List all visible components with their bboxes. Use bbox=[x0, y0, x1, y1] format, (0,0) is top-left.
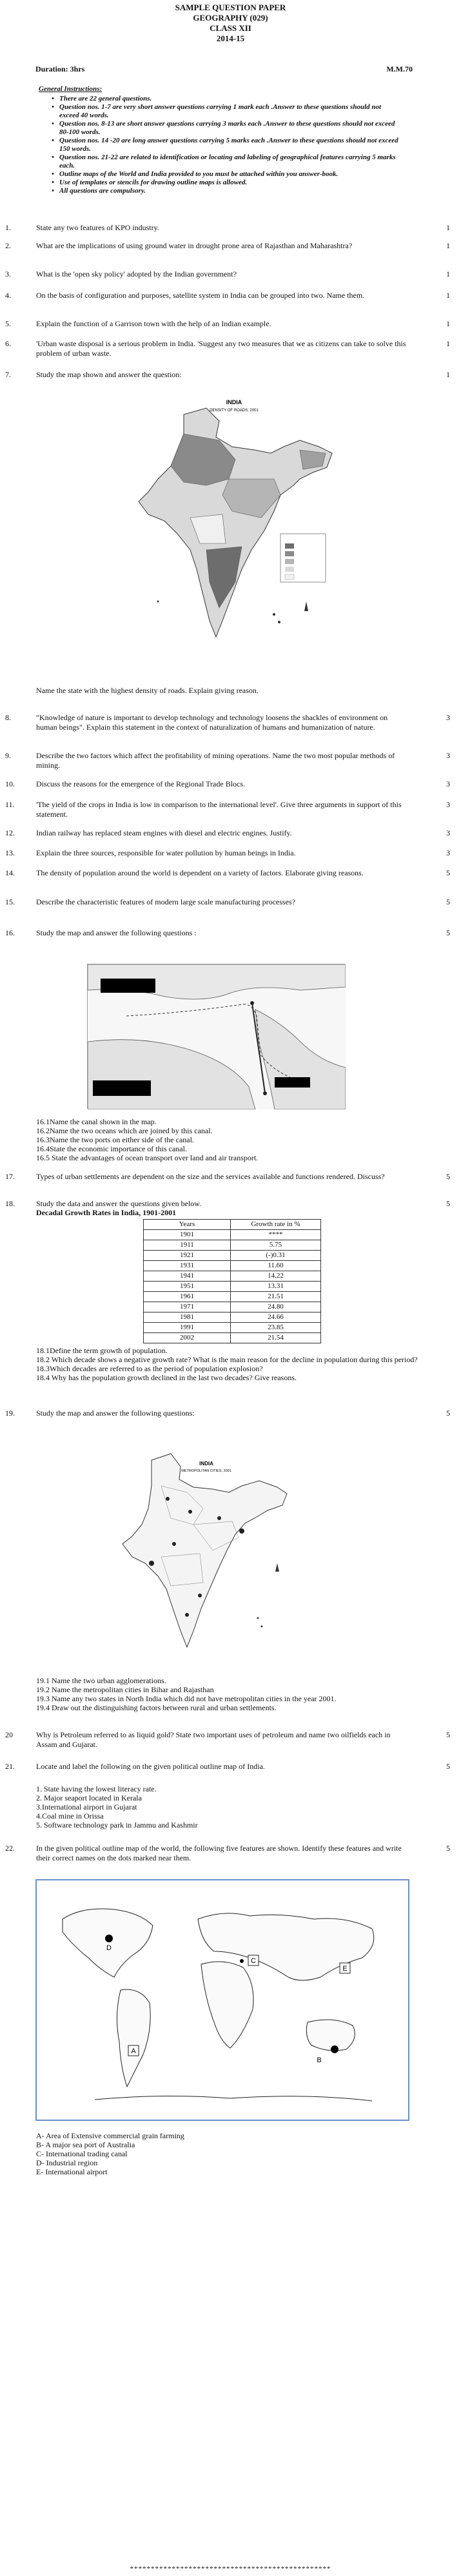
instruction-item: • Question nos. 14 -20 are long answer questions carrying 5 marks each .Answer to these questions should not exceed 150 words. bbox=[52, 137, 400, 153]
paper-header bbox=[0, 0, 461, 44]
question-text: Indian railway has replaced steam engines with diesel and electric engines. Justify. bbox=[36, 828, 292, 837]
question-number: 11. bbox=[5, 800, 15, 809]
question-number: 6. bbox=[5, 339, 11, 348]
instruction-item: • Outline maps of the World and India provided to you must be attached within you answer-book. bbox=[52, 170, 400, 179]
island-dot bbox=[257, 1617, 259, 1619]
suez-canal-map bbox=[87, 964, 345, 1109]
question-text: Study the map and answer the following questions: bbox=[36, 1409, 195, 1418]
table-cell: 1951 bbox=[144, 1282, 231, 1292]
table-cell: 1981 bbox=[144, 1312, 231, 1323]
question-number: 5. bbox=[5, 319, 11, 328]
list-item: C- International trading canal bbox=[36, 2149, 128, 2158]
duration: Duration: 3hrs bbox=[35, 64, 85, 73]
table-header-row bbox=[144, 1220, 321, 1230]
question-number: 18. bbox=[5, 1199, 15, 1208]
port-dot bbox=[250, 1001, 254, 1005]
instructions-title: General Instructions: bbox=[39, 85, 103, 93]
table-row bbox=[144, 1302, 321, 1312]
question-text: Types of urban settlements are dependent on the size and the services available and functions rendered. Discuss? bbox=[36, 1172, 385, 1181]
map7-title: INDIA bbox=[226, 399, 242, 405]
table-row bbox=[144, 1282, 321, 1292]
marker-dot bbox=[331, 2045, 338, 2053]
india-metropolitan-map bbox=[90, 1447, 303, 1660]
legend-swatch bbox=[285, 559, 294, 564]
subquestion: 18.4 Why has the population growth declined in the last two decades? Give reasons. bbox=[36, 1373, 297, 1382]
city-dot bbox=[172, 1542, 176, 1546]
question-text: Locate and label the following on the given political outline map of India. bbox=[36, 1762, 265, 1771]
list-item: 2. Major seaport located in Kerala bbox=[36, 1793, 142, 1802]
question-marks: 1 bbox=[446, 241, 450, 250]
question-2 bbox=[5, 241, 450, 251]
table-cell: (-)0.31 bbox=[231, 1251, 321, 1261]
q19-subquestions bbox=[36, 1676, 423, 1712]
table-row bbox=[144, 1333, 321, 1343]
question-number: 7. bbox=[5, 370, 11, 379]
general-instructions bbox=[39, 85, 400, 195]
subquestion: 16.1Name the canal shown in the map. bbox=[36, 1117, 157, 1126]
subquestion: 19.2 Name the metropolitan cities in Bihar and Rajasthan bbox=[36, 1685, 214, 1694]
table-cell: 1931 bbox=[144, 1261, 231, 1271]
table-cell: 23.85 bbox=[231, 1323, 321, 1333]
instruction-item: • All questions are compulsory. bbox=[52, 187, 400, 195]
question-marks: 1 bbox=[446, 319, 450, 328]
table-cell: 1921 bbox=[144, 1251, 231, 1261]
question-marks: 3 bbox=[446, 828, 450, 837]
question-marks: 3 bbox=[446, 713, 450, 722]
table-title: Decadal Growth Rates in India, 1901-2001 bbox=[36, 1208, 177, 1217]
city-dot bbox=[198, 1594, 202, 1597]
city-dot bbox=[188, 1510, 192, 1514]
subquestion: 18.1Define the term growth of population. bbox=[36, 1346, 168, 1355]
question-marks: 3 bbox=[446, 848, 450, 857]
table-row bbox=[144, 1240, 321, 1251]
question-number: 1. bbox=[5, 223, 11, 232]
table-row bbox=[144, 1261, 321, 1271]
redacted-label bbox=[275, 1077, 310, 1088]
north-arrow-icon bbox=[275, 1563, 279, 1572]
question-number: 2. bbox=[5, 241, 11, 250]
instruction-item: • Question nos. 21-22 are related to identification or locating and labeling of geographical features carrying 5 marks each. bbox=[52, 153, 400, 170]
question-21 bbox=[5, 1762, 450, 1771]
question-22 bbox=[5, 1844, 450, 1863]
list-item: B- A major sea port of Australia bbox=[36, 2140, 135, 2149]
paper-year: 2014-15 bbox=[216, 34, 245, 43]
city-dot bbox=[217, 1516, 221, 1520]
table-cell: 13.31 bbox=[231, 1282, 321, 1292]
legend-swatch bbox=[285, 543, 294, 549]
table-cell: 24.80 bbox=[231, 1302, 321, 1312]
island-dot bbox=[157, 601, 159, 603]
legend-swatch bbox=[285, 551, 294, 556]
india-road-density-map bbox=[87, 389, 384, 653]
map-label-b: B bbox=[317, 2056, 322, 2064]
question-text: 'Urban waste disposal is a serious problem in India. 'Suggest any two measures that we as citizens can take to solve this problem of urban waste. bbox=[36, 339, 406, 358]
question-text: What are the implications of using ground water in drought prone area of Rajasthan and Maharashtra? bbox=[36, 241, 353, 250]
world-outline-map bbox=[35, 1879, 409, 2121]
island-dot bbox=[273, 613, 275, 616]
question-marks: 1 bbox=[446, 291, 450, 300]
question-text: On the basis of configuration and purposes, satellite system in India can be grouped into two. Name them. bbox=[36, 291, 365, 300]
instruction-item: • Question nos. 8-13 are short answer questions carrying 3 marks each .Answer to these questions should not exceed 80-100 words. bbox=[52, 120, 400, 137]
footer-divider: ************************************************ bbox=[130, 2565, 331, 2573]
question-13 bbox=[5, 848, 450, 858]
subquestion: 16.4State the economic importance of this canal. bbox=[36, 1144, 187, 1153]
question-text: Study the map shown and answer the question: bbox=[36, 370, 182, 379]
subquestion: 19.3 Name any two states in North India which did not have metropolitan cities in the year 2001. bbox=[36, 1694, 337, 1703]
map19-title: INDIA bbox=[199, 1461, 213, 1467]
india-outline bbox=[123, 1454, 287, 1647]
subquestion: 16.3Name the two ports on either side of the canal. bbox=[36, 1135, 194, 1144]
question-number: 22. bbox=[5, 1844, 15, 1853]
india-outline bbox=[139, 408, 332, 637]
question-16 bbox=[5, 928, 450, 938]
table-row bbox=[144, 1251, 321, 1261]
question-14 bbox=[5, 868, 450, 878]
list-item: A- Area of Extensive commercial grain farming bbox=[36, 2131, 184, 2140]
question-8 bbox=[5, 713, 450, 732]
list-item: 4.Coal mine in Orissa bbox=[36, 1811, 104, 1820]
question-marks: 5 bbox=[446, 868, 450, 877]
question-number: 15. bbox=[5, 897, 15, 906]
question-15 bbox=[5, 897, 450, 907]
question-number: 20 bbox=[5, 1730, 13, 1739]
city-dot bbox=[239, 1528, 244, 1534]
question-text: Why is Petroleum referred to as liquid gold? State two important uses of petroleum and name two oilfields each in Assam and Gujarat. bbox=[36, 1730, 391, 1749]
question-marks: 5 bbox=[446, 1762, 450, 1771]
city-dot bbox=[149, 1561, 154, 1566]
list-item: E- International airport bbox=[36, 2167, 108, 2176]
question-text: 'The yield of the crops in India is low in comparison to the international level'. Give three arguments in support of this statement. bbox=[36, 800, 402, 819]
map-label-e: E bbox=[342, 1965, 348, 1973]
question-marks: 1 bbox=[446, 339, 450, 348]
question-number: 9. bbox=[5, 751, 11, 760]
question-number: 16. bbox=[5, 928, 15, 937]
question-6 bbox=[5, 339, 450, 358]
question-9 bbox=[5, 751, 450, 770]
table-cell: **** bbox=[231, 1230, 321, 1240]
marker-dot bbox=[105, 1935, 113, 1942]
question-marks: 5 bbox=[446, 928, 450, 937]
paper-class: CLASS XII bbox=[210, 23, 251, 33]
table-cell: 1971 bbox=[144, 1302, 231, 1312]
table-cell: 2002 bbox=[144, 1333, 231, 1343]
subquestion: 19.4 Draw out the distinguishing factors between rural and urban settlements. bbox=[36, 1703, 277, 1712]
question-marks: 5 bbox=[446, 897, 450, 906]
table-header: Growth rate in % bbox=[231, 1220, 321, 1230]
map7-subtitle: DENSITY OF ROADS, 2001 bbox=[210, 409, 259, 413]
instruction-item: • Use of templates or stencils for drawing outline maps is allowed. bbox=[52, 179, 400, 187]
question-marks: 1 bbox=[446, 370, 450, 379]
q16-subquestions bbox=[36, 1117, 423, 1162]
question-text: Discuss the reasons for the emergence of the Regional Trade Blocs. bbox=[36, 779, 246, 788]
island-dot bbox=[261, 1626, 263, 1628]
question-number: 17. bbox=[5, 1172, 15, 1181]
question-text: Explain the three sources, responsible for water pollution by human beings in India. bbox=[36, 848, 296, 857]
question-number: 14. bbox=[5, 868, 15, 877]
table-cell: 5.75 bbox=[231, 1240, 321, 1251]
question-10 bbox=[5, 779, 450, 789]
question-marks: 5 bbox=[446, 1172, 450, 1181]
table-header: Years bbox=[144, 1220, 231, 1230]
question-5 bbox=[5, 319, 450, 329]
instruction-item: • Question nos. 1-7 are very short answer questions carrying 1 mark each .Answer to these questions should not exceed 40 words. bbox=[52, 103, 400, 120]
subquestion: 18.3Which decades are referred to as the period of population explosion? bbox=[36, 1364, 263, 1373]
table-cell: 1991 bbox=[144, 1323, 231, 1333]
paper-subject: GEOGRAPHY (029) bbox=[193, 13, 268, 23]
question-marks: 5 bbox=[446, 1409, 450, 1418]
port-dot bbox=[263, 1091, 267, 1095]
question-marks: 3 bbox=[446, 751, 450, 760]
map-label-a: A bbox=[131, 2047, 136, 2055]
map-label-d: D bbox=[106, 1944, 112, 1952]
question-text: Study the map and answer the following questions : bbox=[36, 928, 197, 937]
question-text: Describe the characteristic features of modern large scale manufacturing processes? bbox=[36, 897, 295, 906]
table-row bbox=[144, 1292, 321, 1302]
paper-title: SAMPLE QUESTION PAPER bbox=[175, 3, 286, 12]
growth-rate-table bbox=[143, 1219, 321, 1343]
question-12 bbox=[5, 828, 450, 838]
table-row bbox=[144, 1312, 321, 1323]
list-item: D- Industrial region bbox=[36, 2158, 98, 2167]
table-cell: 24.66 bbox=[231, 1312, 321, 1323]
redacted-label bbox=[93, 1080, 151, 1096]
question-marks: 5 bbox=[446, 1730, 450, 1739]
question-marks: 3 bbox=[446, 779, 450, 788]
duration-marks-row bbox=[35, 64, 413, 74]
subquestion: 16.2Name the two oceans which are joined by this canal. bbox=[36, 1126, 213, 1135]
question-3 bbox=[5, 269, 450, 279]
instruction-item: • There are 22 general questions. bbox=[52, 95, 400, 103]
region-shade bbox=[171, 434, 235, 485]
question-number: 3. bbox=[5, 269, 11, 278]
subquestion: 18.2 Which decade shows a negative growth rate? What is the main reason for the decline in population during this period? bbox=[36, 1355, 418, 1364]
redacted-label bbox=[101, 979, 155, 993]
question-text: Explain the function of a Garrison town with the help of an Indian example. bbox=[36, 319, 271, 328]
question-marks: 1 bbox=[446, 269, 450, 278]
subquestion: 16.5 State the advantages of ocean transport over land and air transport. bbox=[36, 1153, 259, 1162]
question-marks: 5 bbox=[446, 1199, 450, 1208]
table-cell: 1961 bbox=[144, 1292, 231, 1302]
question-number: 21. bbox=[5, 1762, 15, 1771]
q18-subquestions bbox=[36, 1346, 423, 1382]
legend-swatch bbox=[285, 567, 294, 572]
question-11 bbox=[5, 800, 450, 819]
subquestion: 19.1 Name the two urban agglomerations. bbox=[36, 1676, 166, 1685]
question-text: The density of population around the world is dependent on a variety of factors. Elaborate giving reasons. bbox=[36, 868, 364, 877]
australia-outline bbox=[306, 2020, 355, 2051]
list-item: 1. State having the lowest literacy rate. bbox=[36, 1784, 157, 1793]
legend-swatch bbox=[285, 574, 294, 580]
question-marks: 5 bbox=[446, 1844, 450, 1853]
question-marks: 3 bbox=[446, 800, 450, 809]
question-1 bbox=[5, 223, 450, 233]
question-7 bbox=[5, 370, 450, 380]
question-number: 19. bbox=[5, 1409, 15, 1418]
question-number: 13. bbox=[5, 848, 15, 857]
question-number: 10. bbox=[5, 779, 15, 788]
map-label-c: C bbox=[251, 1957, 256, 1965]
map19-subtitle: METROPOLITAN CITIES, 2001 bbox=[181, 1469, 231, 1473]
question-19 bbox=[5, 1409, 450, 1418]
question-18 bbox=[5, 1199, 450, 1209]
question-text: "Knowledge of nature is important to develop technology and technology loosens the shackles of environment on human beings". Explain this statement in the context of naturalization of humans and humanization of nature. bbox=[36, 713, 388, 732]
question-number: 4. bbox=[5, 291, 11, 300]
question-text: In the given political outline map of the world, the following five features are shown. Identify these features and write their correct names on the dots marked near them. bbox=[36, 1844, 402, 1862]
question-17 bbox=[5, 1172, 450, 1182]
q22-list bbox=[36, 2131, 423, 2176]
table-cell: 21.51 bbox=[231, 1292, 321, 1302]
table-cell: 1901 bbox=[144, 1230, 231, 1240]
q21-list bbox=[36, 1784, 423, 1830]
table-row bbox=[144, 1230, 321, 1240]
marker-dot bbox=[240, 1959, 244, 1963]
question-4 bbox=[5, 291, 450, 300]
city-dot bbox=[185, 1613, 189, 1617]
question-text: Study the data and answer the questions given below. bbox=[36, 1199, 202, 1208]
table-cell: 14.22 bbox=[231, 1271, 321, 1282]
list-item: 3.International airport in Gujarat bbox=[36, 1802, 137, 1811]
q7-subquestion: Name the state with the highest density of roads. Explain giving reason. bbox=[36, 686, 259, 695]
table-cell: 21.54 bbox=[231, 1333, 321, 1343]
question-text: State any two features of KPO industry. bbox=[36, 223, 159, 232]
question-text: What is the 'open sky policy' adopted by the Indian government? bbox=[36, 269, 237, 278]
question-marks: 1 bbox=[446, 223, 450, 232]
question-number: 8. bbox=[5, 713, 11, 722]
max-marks: M.M.70 bbox=[386, 64, 413, 73]
question-text: Describe the two factors which affect the profitability of mining operations. Name the two most popular methods of mining. bbox=[36, 751, 395, 770]
question-20 bbox=[5, 1730, 450, 1750]
city-dot bbox=[166, 1497, 170, 1501]
table-cell: 11.60 bbox=[231, 1261, 321, 1271]
table-cell: 1941 bbox=[144, 1271, 231, 1282]
table-cell: 1911 bbox=[144, 1240, 231, 1251]
table-row bbox=[144, 1271, 321, 1282]
north-arrow-icon bbox=[304, 601, 308, 611]
list-item: 5. Software technology park in Jammu and Kashmir bbox=[36, 1820, 198, 1830]
table-row bbox=[144, 1323, 321, 1333]
island-dot bbox=[278, 621, 280, 623]
question-number: 12. bbox=[5, 828, 15, 837]
